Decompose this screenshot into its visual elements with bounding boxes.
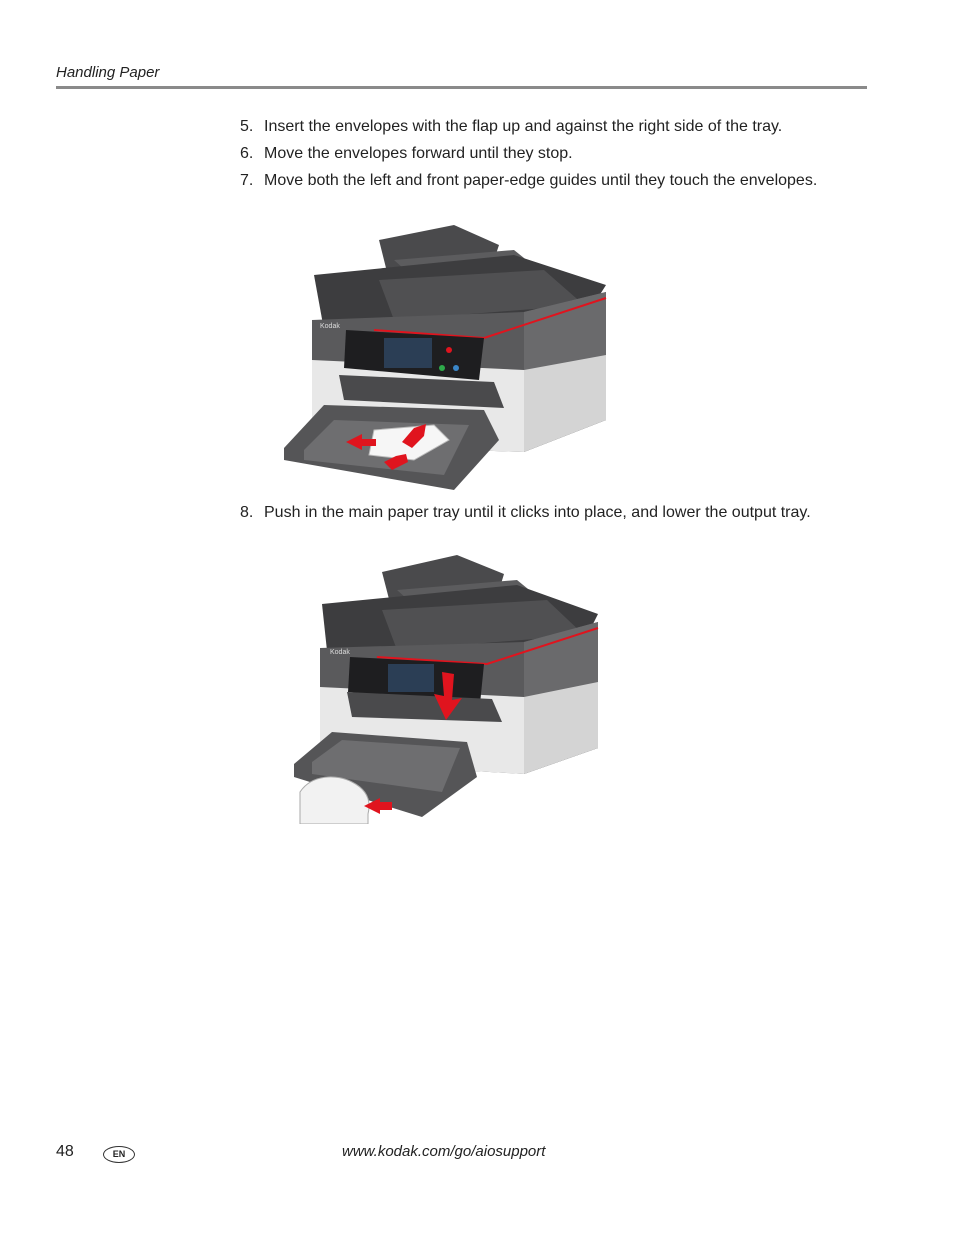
printer-tray-push-icon — [292, 552, 600, 824]
step-8 — [240, 503, 811, 523]
step-text: Move both the left and front paper-edge guides until they touch the envelopes. — [264, 172, 818, 189]
step-number: 5. — [240, 118, 254, 135]
printer-tray-push-illustration — [292, 552, 600, 824]
page-number: 48 — [56, 1143, 74, 1160]
step-number: 7. — [240, 172, 254, 189]
step-number: 6. — [240, 145, 254, 162]
printer-envelope-illustration — [284, 220, 608, 494]
language-badge: EN — [103, 1146, 135, 1163]
step-text: Move the envelopes forward until they stop. — [264, 145, 573, 162]
printer-envelope-icon — [284, 220, 608, 494]
step-number: 8. — [240, 504, 254, 521]
footer-url[interactable]: www.kodak.com/go/aiosupport — [342, 1143, 546, 1160]
header-rule — [56, 86, 867, 89]
step-7 — [240, 171, 817, 191]
step-6 — [240, 144, 573, 164]
step-5 — [240, 117, 782, 137]
step-text: Insert the envelopes with the flap up and against the right side of the tray. — [264, 118, 783, 135]
brand-label: Kodak — [320, 323, 340, 330]
header-title: Handling Paper — [56, 64, 160, 81]
brand-label: Kodak — [330, 649, 350, 656]
step-text: Push in the main paper tray until it clicks into place, and lower the output tray. — [264, 504, 811, 521]
